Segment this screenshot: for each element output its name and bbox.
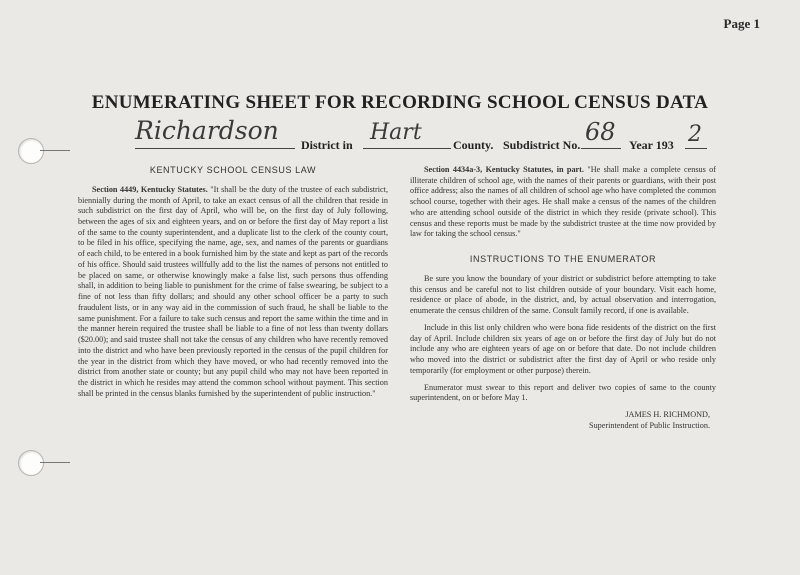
year-label: Year 193 [629,138,674,152]
name-underline [135,148,295,149]
law-body: "It shall be the duty of the trustee of each subdistrict, biennially during the month of April, to take an exact census of all the children that reside in such subdistrict on the first day of April, who will be, on the first day of July following, between the ages of six and eighteen years, and on or before the first day of May report a list of the same to the county superintendent, and a duplicate list to the clerk of the county court, to be filed in his office, specifying the name, age, sex, and names of the parents or guardians of each child, to be entered in a book furnished him by the state and kept as part of the records of his office. Should said trustees willfully add to the list the names of persons not entitled to be placed on same, or otherwise knowingly make a false list, such persons thus offending shall, in addition to being liable to punishment for the crime of false swearing, be subject to a fine of not less than fifty dollars; and should any other school officer be a party to such fraudulent lists, or in any way aid in the commission of such fraud, he shall be liable to the same punishment. For a failure to take such census and report the same within the time and in the manner herein required the trustee shall be liable to a fine of not less than twenty dollars ($20.00); and said trustee shall not take the census of any children who have recently removed into the district and who have been previously reported in the census of the pupil children for the year in the district from which they have moved, or who had recently removed into the district from another state or county; but any pupil child who may not have been reported in the district in which he resides may attend the common school without payment. This section shall be printed in the census blanks furnished by the superintendent of public instruction." [78,184,388,398]
statute-paragraph [410,165,716,240]
law-paragraph [78,185,388,400]
subdistrict-underline [581,148,621,149]
signature-title: Superintendent of Public Instruction. [589,420,710,430]
year-underline [685,148,707,149]
statute-section-label: Section 4434a-3, Kentucky Statutes, in part. [424,165,584,174]
signature-name: JAMES H. RICHMOND, [625,410,710,419]
instruction-paragraph-1: Be sure you know the boundary of your district or subdistrict before attempting to take this census and be careful not to list children outside of your boundary. Visit each home, residence or place of abode, in the district, and, by actual observation and interrogation, enumerate the census children of the same. Consult family record, if one is available. [410,273,716,316]
district-label: District in [301,138,353,152]
subdistrict-label: Subdistrict No. [503,138,581,152]
punch-hole-top [18,138,44,164]
statute-body: "He shall make a complete census of illiterate children of school age, with the names of their parents or guardians, with their post office address; also the names of all children of school age who have completed the common school course, together with their ages. He shall make a census of the names of the children who are attending school outside of the district in which they reside (private school). This census and these reports must be made by the subdistrict trustee at the time now provided by law for taking the school census." [410,165,717,239]
law-heading: KENTUCKY SCHOOL CENSUS LAW [149,165,317,175]
punch-tail-bottom [40,462,70,463]
year-value: 2 [688,122,702,147]
county-value: Hart [370,120,422,145]
punch-tail-top [40,150,70,151]
left-column [78,165,388,405]
instruction-paragraph-2: Include in this list only children who were bona fide residents of the district on the first day of April. Include children six years of age on or before the first day of July but do not include any who are eighteen years of age on or before that date. Do not include children who moved into the district or subdistrict after the first day of April or who reside only temporarily (for employment or other purpose) therein. [410,322,716,375]
subdistrict-value: 68 [585,118,616,146]
punch-hole-bottom [18,450,44,476]
page-label: Page 1 [723,16,760,31]
instructions-heading: INSTRUCTIONS TO THE ENUMERATOR [469,254,657,265]
law-section-label: Section 4449, Kentucky Statutes. [92,184,208,194]
county-underline [363,148,451,149]
county-label: County. [453,138,494,152]
right-column [410,165,716,431]
instruction-paragraph-3: Enumerator must swear to this report and deliver two copies of same to the county superintendent, on or before May 1. [410,382,716,403]
sheet-title: ENUMERATING SHEET FOR RECORDING SCHOOL CENSUS DATA [91,92,709,113]
district-line [135,118,735,154]
name-value: Richardson [135,116,279,145]
